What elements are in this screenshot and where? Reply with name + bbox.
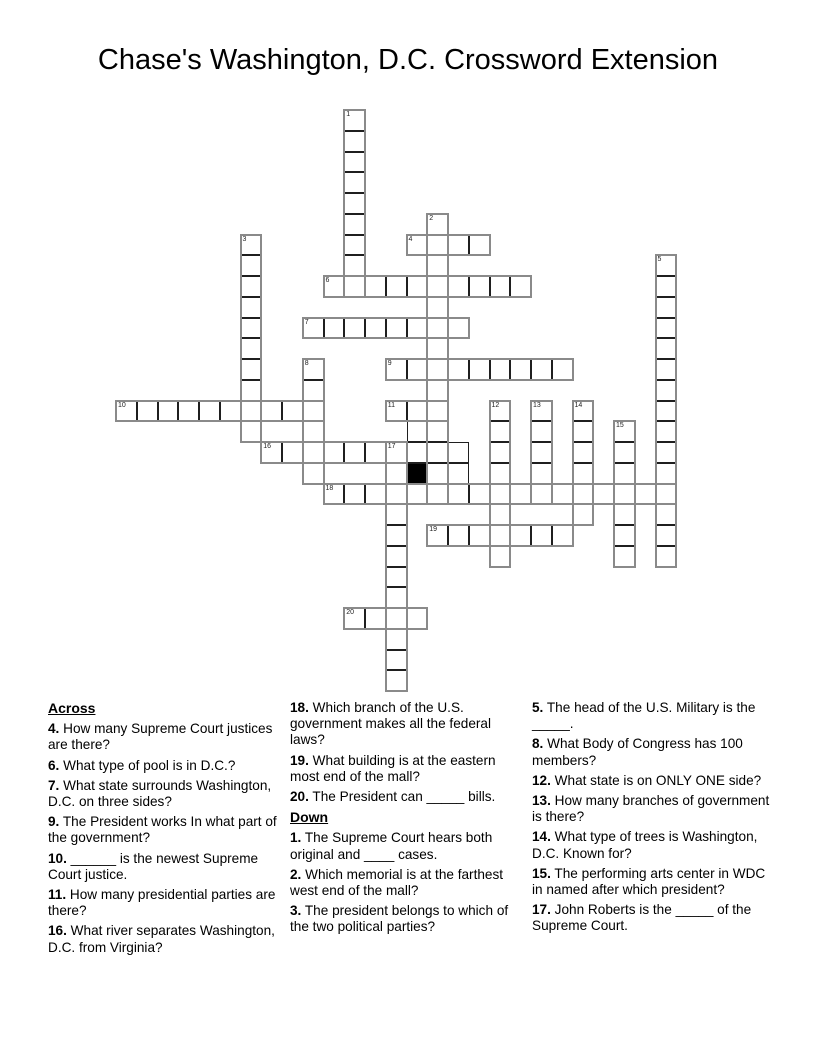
grid-cell: [344, 235, 365, 256]
grid-cell: [365, 484, 386, 505]
clue: 10. ______ is the newest Supreme Court justice.: [48, 850, 259, 882]
grid-cell: [386, 608, 407, 629]
grid-cell: [573, 421, 594, 442]
grid-cell: [656, 297, 677, 318]
grid-cell: [448, 276, 469, 297]
grid-cell: [490, 525, 511, 546]
grid-cell: [573, 484, 594, 505]
grid-cell: [427, 442, 448, 463]
grid-cell: [427, 401, 448, 422]
clue-number: 10.: [48, 850, 67, 866]
grid-cell: [386, 504, 407, 525]
grid-cell: [386, 318, 407, 339]
grid-cell: [344, 608, 365, 629]
grid-cell: [448, 525, 469, 546]
grid-cell: [261, 442, 282, 463]
grid-cell: [241, 401, 262, 422]
clue-number: 20.: [290, 789, 309, 805]
grid-cell: [656, 359, 677, 380]
clue: 8. What Body of Congress has 100 members?: [532, 736, 743, 768]
grid-cell: [448, 359, 469, 380]
clue-number: 12.: [532, 772, 551, 788]
grid-cell: [407, 401, 428, 422]
grid-cell: [116, 401, 137, 422]
grid-cell: [407, 235, 428, 256]
grid-cell: [510, 525, 531, 546]
cell-number: 6: [325, 277, 330, 284]
grid-cell: [469, 484, 490, 505]
grid-cell: [469, 525, 490, 546]
grid-cell: [656, 318, 677, 339]
grid-cell: [344, 172, 365, 193]
grid-cell: [614, 504, 635, 525]
grid-cell: [552, 484, 573, 505]
grid-cell: [656, 276, 677, 297]
grid-cell: [324, 442, 345, 463]
clue: 5. The head of the U.S. Military is the _____.: [532, 700, 756, 732]
grid-cell: [614, 421, 635, 442]
clues-column-1: [48, 700, 286, 960]
clue: 4. How many Supreme Court justices are there?: [48, 721, 273, 753]
grid-cell: [386, 484, 407, 505]
grid-cell: [656, 504, 677, 525]
across-clues-list-2: [290, 700, 528, 805]
grid-cell: [531, 442, 552, 463]
clue: 20. The President can _____ bills.: [290, 789, 496, 805]
grid-cell: [448, 235, 469, 256]
cell-number: 20: [346, 609, 355, 616]
grid-cell: [510, 359, 531, 380]
grid-cell: [386, 650, 407, 671]
grid-cell: [531, 463, 552, 484]
grid-cell: [303, 463, 324, 484]
grid-cell: [386, 276, 407, 297]
grid-cell: [365, 608, 386, 629]
grid-cell: [386, 359, 407, 380]
grid-cell: [614, 442, 635, 463]
cell-number: 14: [574, 401, 583, 409]
grid-cell: [344, 484, 365, 505]
clue-number: 4.: [48, 721, 60, 737]
clue: 2. Which memorial is at the farthest west end of the mall?: [290, 866, 504, 899]
grid-cell: [344, 131, 365, 152]
grid-cell: [469, 235, 490, 256]
cell-number: 11: [387, 401, 396, 409]
grid-cell: [344, 193, 365, 214]
grid-cell: [614, 484, 635, 505]
grid-cell: [656, 255, 677, 276]
grid-cell: [614, 463, 635, 484]
grid-cell: [427, 214, 448, 235]
grid-cell: [386, 670, 407, 691]
grid-cell: [427, 235, 448, 256]
grid-cell: [241, 338, 262, 359]
clue-number: 14.: [532, 829, 551, 845]
grid-cell: [303, 359, 324, 380]
down-clues-list-2: [532, 700, 770, 935]
clue-number: 2.: [290, 866, 302, 882]
grid-cell: [469, 276, 490, 297]
grid-cell: [656, 546, 677, 567]
clue: 19. What building is at the eastern most end of the mall?: [290, 752, 496, 784]
grid-cell: [427, 380, 448, 401]
grid-cell: [448, 484, 469, 505]
grid-cell: [365, 442, 386, 463]
clue-number: 16.: [48, 923, 67, 939]
cell-number: 12: [491, 401, 500, 409]
grid-cell: [490, 463, 511, 484]
grid-cell: [448, 442, 469, 463]
grid-cell: [303, 380, 324, 401]
grid-cell: [386, 401, 407, 422]
grid-cell: [490, 484, 511, 505]
clue: 6. What type of pool is in D.C.?: [48, 757, 236, 773]
grid-cell: [573, 401, 594, 422]
grid-cell: [386, 587, 407, 608]
grid-cell: [407, 359, 428, 380]
grid-cell: [490, 401, 511, 422]
across-clues-list-1: [48, 721, 286, 956]
grid-cell: [614, 525, 635, 546]
grid-cell: [407, 421, 428, 442]
grid-cell: [656, 442, 677, 463]
clue: 3. The president belongs to which of the two political parties?: [290, 903, 509, 935]
grid-cell: [241, 380, 262, 401]
cell-number: 18: [325, 484, 334, 492]
grid-cell: [386, 525, 407, 546]
grid-cell: [531, 359, 552, 380]
down-header: Down: [290, 809, 329, 826]
grid-cell: [573, 463, 594, 484]
grid-cell: [510, 484, 531, 505]
grid-cell: [490, 546, 511, 567]
clue: 16. What river separates Washington, D.C. from Virginia?: [48, 923, 275, 955]
clue-number: 11.: [48, 887, 67, 903]
clue-number: 6.: [48, 757, 60, 773]
grid-cell: [490, 442, 511, 463]
grid-cell: [241, 359, 262, 380]
grid-cell: [261, 401, 282, 422]
grid-cell: [573, 442, 594, 463]
clue: 12. What state is on ONLY ONE side?: [532, 772, 762, 788]
grid-cell: [344, 255, 365, 276]
grid-cell: [552, 359, 573, 380]
cell-number: 17: [387, 443, 396, 450]
grid-cell: [427, 318, 448, 339]
grid-cell: [282, 442, 303, 463]
grid-cell: [303, 421, 324, 442]
cell-number: 9: [387, 360, 392, 367]
grid-cell: [303, 442, 324, 463]
cell-number: 4: [408, 235, 413, 243]
cell-number: 2: [429, 214, 434, 222]
grid-cell: [656, 463, 677, 484]
clue-number: 19.: [290, 752, 309, 768]
clue: 18. Which branch of the U.S. government makes all the federal laws?: [290, 700, 491, 748]
grid-cell: [344, 442, 365, 463]
clue-number: 1.: [290, 830, 302, 846]
grid-cell: [656, 401, 677, 422]
grid-cell: [427, 525, 448, 546]
cell-number: 1: [346, 111, 351, 118]
grid-cell: [656, 484, 677, 505]
clue-number: 5.: [532, 700, 544, 715]
grid-cell: [427, 463, 448, 484]
down-clues-list-1: [290, 830, 528, 935]
cell-number: 13: [533, 401, 541, 409]
cell-number: 16: [263, 443, 272, 450]
grid-cell: [241, 421, 262, 442]
grid-cell: [656, 380, 677, 401]
grid-cell: [241, 235, 262, 256]
grid-cell: [407, 608, 428, 629]
cell-number: 7: [304, 318, 309, 326]
clue-number: 9.: [48, 814, 60, 830]
grid-cell: [407, 442, 428, 463]
cell-number: 10: [118, 401, 126, 409]
clue-number: 3.: [290, 903, 302, 919]
grid-cell: [656, 421, 677, 442]
grid-cell: [365, 276, 386, 297]
cell-number: 5: [657, 256, 662, 264]
grid-cell: [344, 110, 365, 131]
clue-number: 13.: [532, 793, 551, 809]
grid-cell: [427, 338, 448, 359]
grid-cell: [427, 484, 448, 505]
clue-number: 8.: [532, 736, 544, 752]
grid-cell: [324, 484, 345, 505]
across-header: Across: [48, 700, 96, 716]
grid-cell: [531, 401, 552, 422]
grid-cell: [303, 401, 324, 422]
cell-number: 15: [616, 422, 624, 430]
grid-cell: [386, 546, 407, 567]
grid-cell: [635, 484, 656, 505]
clues-column-2: [290, 700, 528, 940]
grid-cell: [448, 463, 469, 484]
grid-cell: [469, 359, 490, 380]
clue: 13. How many branches of government is there?: [532, 793, 770, 825]
cell-number: 8: [304, 360, 309, 367]
grid-cell: [531, 525, 552, 546]
grid-cell: [573, 504, 594, 525]
grid-cell: [407, 318, 428, 339]
grid-cell: [427, 276, 448, 297]
grid-cell: [552, 525, 573, 546]
grid-cell: [490, 359, 511, 380]
grid-cell: [220, 401, 241, 422]
grid-cell: [531, 484, 552, 505]
clue-number: 18.: [290, 700, 309, 715]
grid-cell: [199, 401, 220, 422]
grid-cell: [593, 484, 614, 505]
grid-cell: [407, 276, 428, 297]
clue: 1. The Supreme Court hears both original and ____ cases.: [290, 830, 493, 862]
grid-cell: [427, 359, 448, 380]
clues-column-3: [532, 700, 770, 939]
grid-cell: [656, 338, 677, 359]
clue: 17. John Roberts is the _____ of the Supreme Court.: [532, 902, 752, 934]
grid-cell: [490, 421, 511, 442]
grid-cell: [407, 484, 428, 505]
clue: 14. What type of trees is Washington, D.C. Known for?: [532, 829, 758, 861]
grid-cell: [427, 255, 448, 276]
grid-cell: [303, 318, 324, 339]
grid-cell: [137, 401, 158, 422]
clue-number: 17.: [532, 902, 551, 918]
grid-cell: [365, 318, 386, 339]
grid-cell: [158, 401, 179, 422]
grid-cell: [614, 546, 635, 567]
grid-cell: [282, 401, 303, 422]
grid-cell: [324, 276, 345, 297]
grid-cell: [656, 525, 677, 546]
grid-cell: [324, 318, 345, 339]
grid-cell: [344, 276, 365, 297]
grid-cell: [344, 318, 365, 339]
grid-cell: [531, 421, 552, 442]
clue: 9. The President works In what part of the government?: [48, 814, 277, 846]
clue: 15. The performing arts center in WDC in named after which president?: [532, 865, 766, 898]
grid-cell: [490, 276, 511, 297]
page-title: Chase's Washington, D.C. Crossword Extension: [97, 44, 719, 76]
black-cell: [407, 463, 428, 484]
grid-cell: [178, 401, 199, 422]
clue: 11. How many presidential parties are there?: [48, 887, 276, 919]
grid-cell: [448, 318, 469, 339]
grid-cell: [427, 421, 448, 442]
grid-cell: [241, 318, 262, 339]
clue-number: 15.: [532, 865, 551, 881]
grid-cell: [490, 504, 511, 525]
clue: 7. What state surrounds Washington, D.C. on three sides?: [48, 777, 272, 810]
grid-cell: [386, 463, 407, 484]
grid-cell: [241, 255, 262, 276]
grid-cell: [241, 276, 262, 297]
cell-number: 3: [242, 235, 247, 243]
grid-cell: [427, 297, 448, 318]
grid-cell: [344, 214, 365, 235]
cell-number: 19: [429, 526, 438, 533]
grid-cell: [386, 442, 407, 463]
grid-cell: [241, 297, 262, 318]
grid-cell: [344, 152, 365, 173]
grid-cell: [386, 629, 407, 650]
grid-cell: [386, 567, 407, 588]
grid-cell: [510, 276, 531, 297]
clue-number: 7.: [48, 777, 60, 793]
